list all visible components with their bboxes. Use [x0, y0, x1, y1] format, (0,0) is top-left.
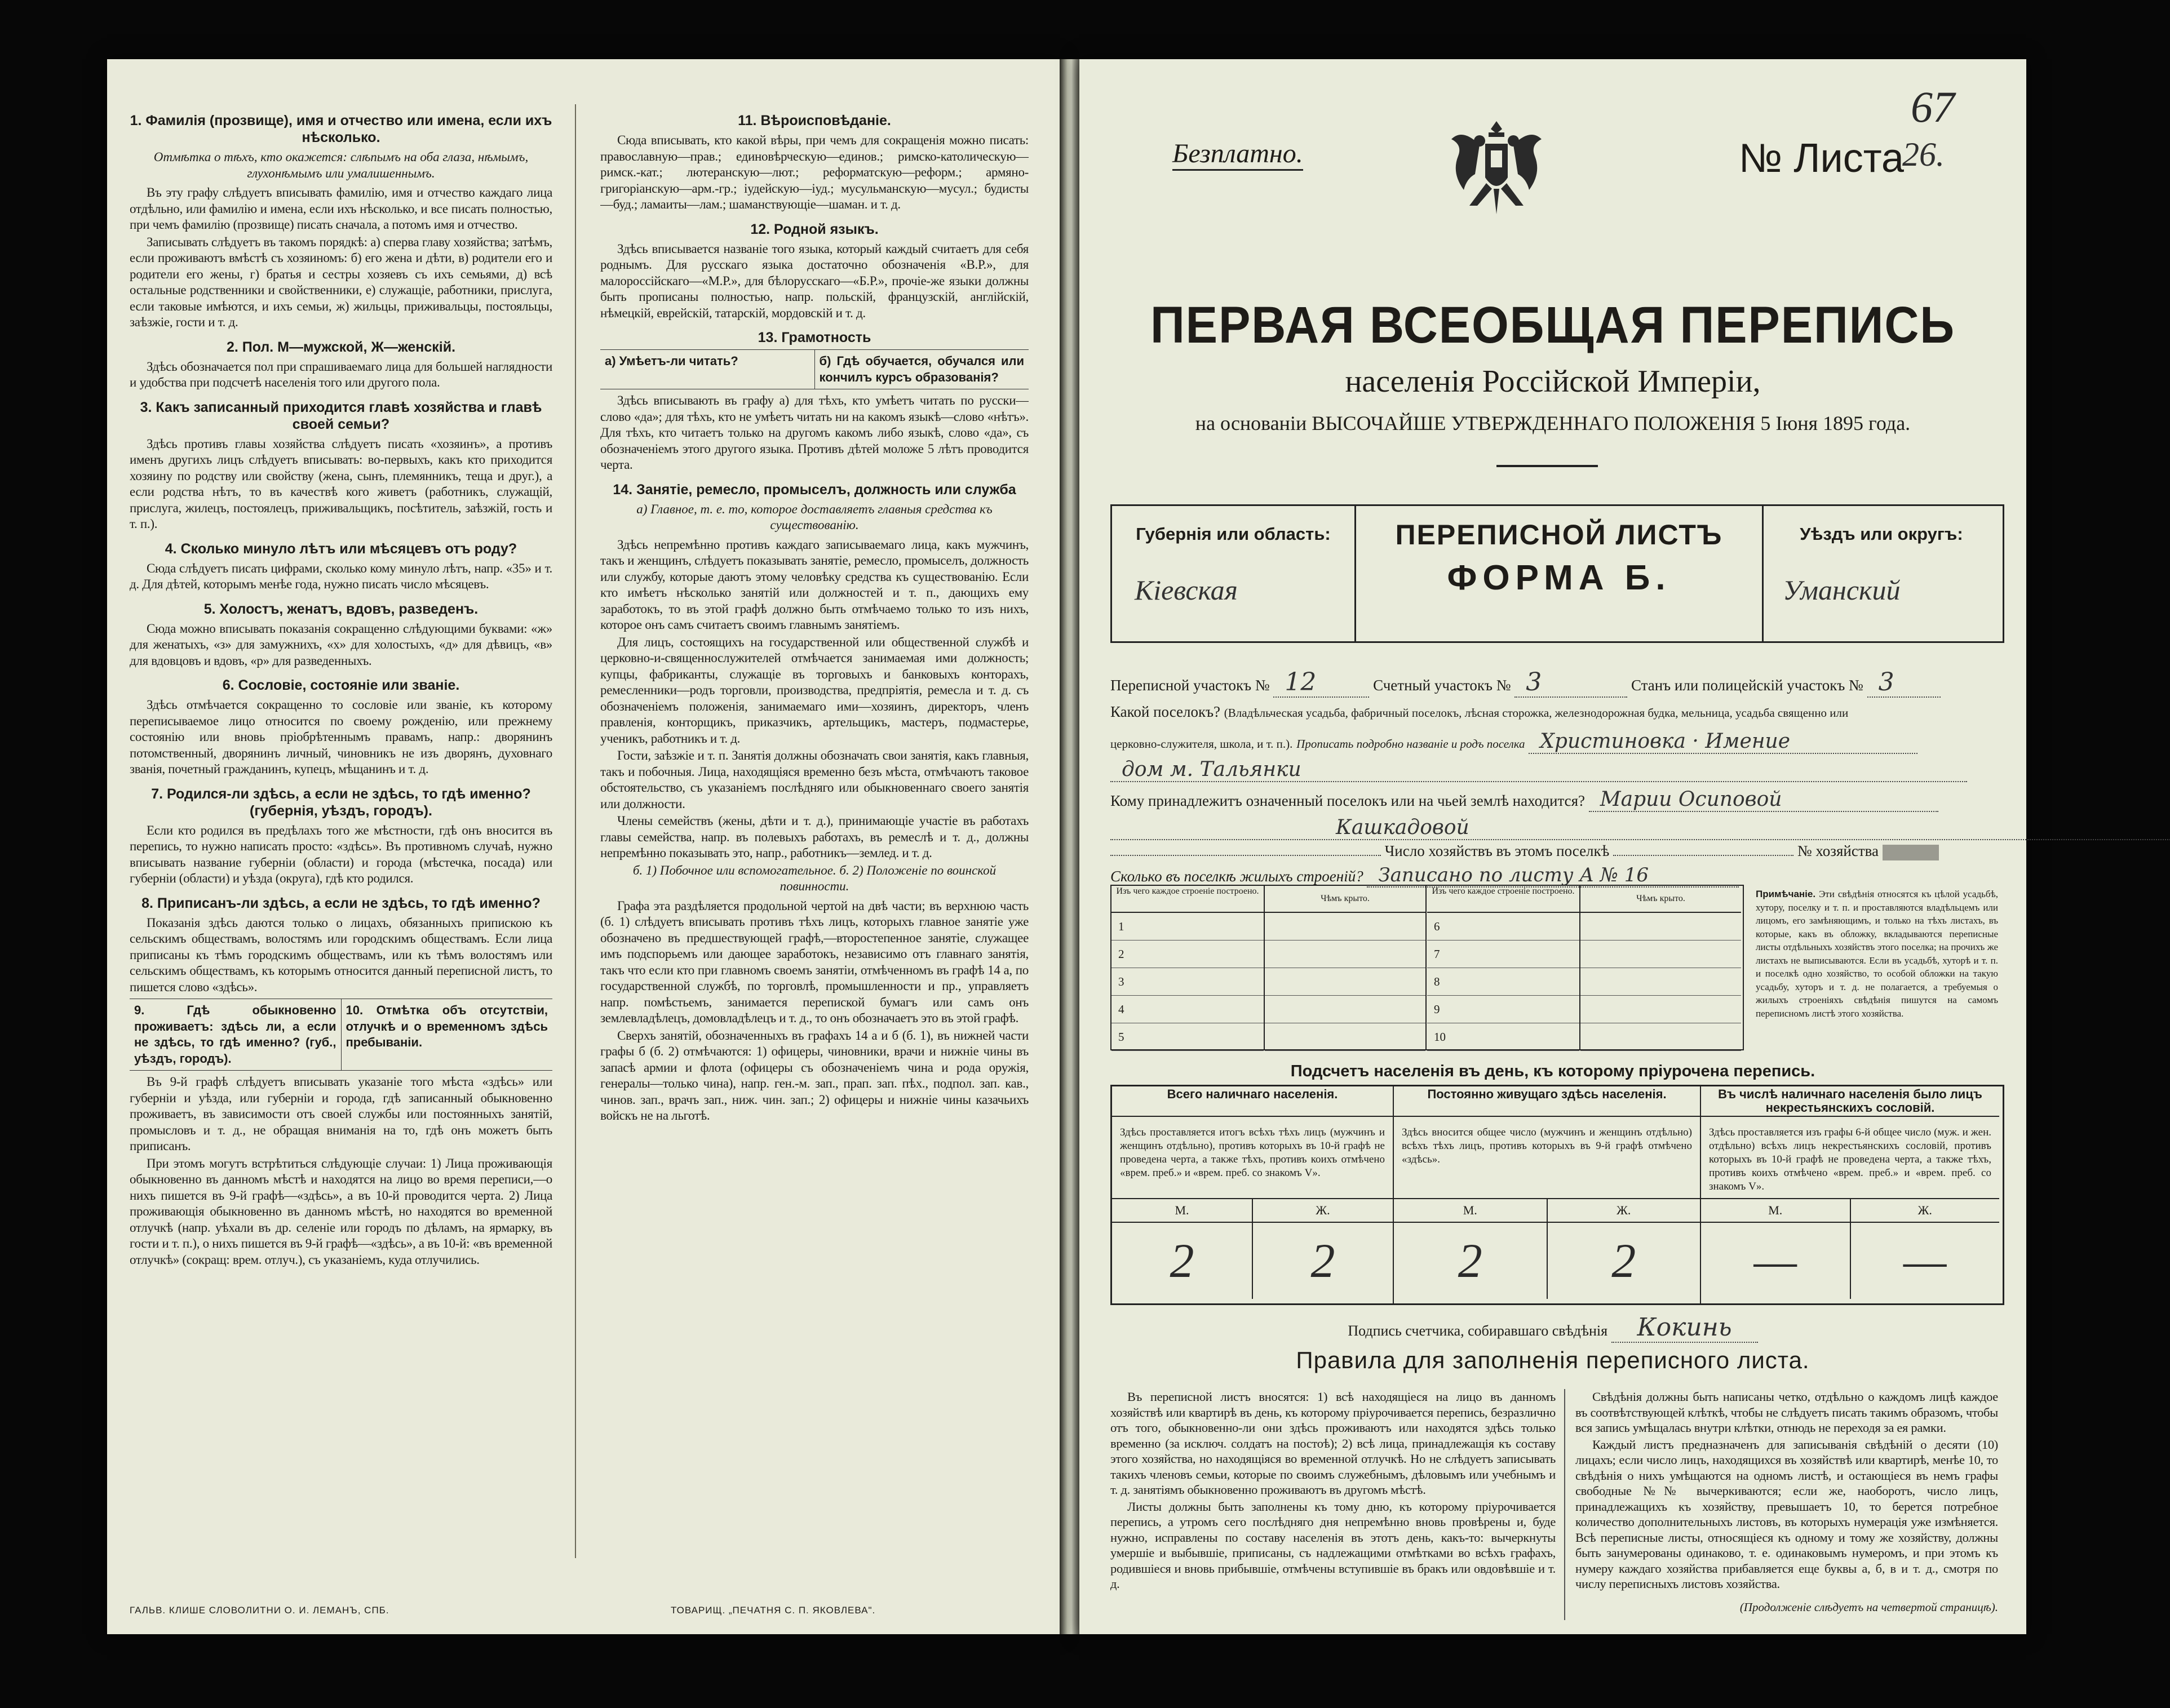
title-divider: [1496, 465, 1598, 467]
rules-paragraph: Свѣдѣнія должны быть написаны четко, отдѣльно о каждомъ лицѣ каждое въ соотвѣтствующей клѣткѣ, чтобы не слѣдуетъ писать такимъ образомъ, чтобы вся запись умѣщалась внутри клѣтки, отнюдь не переходя за ея рамки.: [1575, 1390, 1998, 1435]
buildings-col-material-left: [1111, 886, 1265, 1049]
form-title: ПЕРЕПИСНОЙ ЛИСТЪ: [1395, 519, 1723, 551]
form-header-box: [1110, 504, 2004, 643]
col-b-split-cell: а) Умѣетъ-ли читать?: [605, 354, 738, 368]
male-header: М.: [1175, 1203, 1189, 1217]
count-group: [1112, 1086, 1394, 1303]
col-b-paragraph: Здѣсь вписывають въ графу а) для тѣхъ, кто умѣетъ читать по русски—слово «да»; для тѣхъ, кто не умѣетъ читать ни на какомъ языкѣ—слово «нѣтъ». Для тѣхъ, кто читаетъ только на другомъ какомъ либо языкѣ, слово «да», съ обозначеніемъ этого другого языка. Противъ дѣтей моложе 5 лѣтъ проводится черта.: [600, 393, 1029, 472]
female-count-value: 2: [1252, 1223, 1393, 1299]
sheet-number-value: 26.: [1902, 136, 1945, 173]
col-a-paragraph: Показанія здѣсь даются только о лицахъ, обязанныхъ припискою къ сельскимъ обществамъ, волостямъ или городскимъ обществамъ. Если лица приписаны къ тѣмъ городскимъ обществамъ, или къ тѣмъ волостямъ или сельскимъ обществамъ, къ которымъ относится данный переписной листъ, то пишется слово «здѣсь».: [130, 915, 552, 994]
rules-continued-note: (Продолженіе слѣдуетъ на четвертой страницѣ).: [1739, 1600, 1998, 1614]
col-b-paragraph: Гости, заѣзжіе и т. п. Занятія должны обозначать свои занятія, какъ главныя, такъ и побочныя. Лица, находящіяся временно безъ мѣста, отмѣчаютъ таковое обстоятельство, съ указаніемъ послѣдняго или обыкновеннаго своего занятія или должности.: [600, 748, 1029, 811]
households-dots: [1110, 855, 1381, 856]
rules-paragraph: Листы должны быть заполнены къ тому дню, къ которому пріурочивается перепись, а утромъ сего послѣдняго дня непремѣнно вновь провѣрены и, буде нужно, исправлены по составу населенія въ этотъ день, какъ-то: вычеркнуты умершіе и выбывшіе, приписаны, съ надлежащими отмѣтками во всѣхъ графахъ, родившіеся и вновь прибывшіе, отмѣчены вступившіе въ бракъ или овдовѣвшіе и т. д.: [1110, 1499, 1556, 1591]
census-main-title: ПЕРВАЯ ВСЕОБЩАЯ ПЕРЕПИСЬ: [1150, 296, 1955, 354]
col-a-heading: 3. Какъ записанный приходится главѣ хозяйства и главѣ своей семьи?: [140, 399, 542, 432]
buildings-row-number: 4: [1111, 996, 1264, 1023]
col-a-heading: 2. Пол. М—мужской, Ж—женскій.: [226, 339, 456, 355]
col-b-paragraph: Для лицъ, состоящихъ на государственной или общественной службѣ и церковно-и-священнослужителей отмѣчается занимаемая ими должность; купцы, фабриканты, служащіе въ торговыхъ и банковыхъ конторахъ, ремесленники—родъ торговли, производства, предпріятія, ремесла и т. д. съ обозначеніемъ положенія, занимаемаго ими—хозяинъ, директоръ, членъ правленія, конторщикъ, приказчикъ, артельщикъ, мастеръ, подмастерье, ученикъ, работникъ и т. д.: [600, 635, 1029, 746]
buildings-empty-cell: [1265, 968, 1425, 996]
female-header: Ж.: [1547, 1199, 1700, 1222]
buildings-head-roof-2: Чѣмъ крыто.: [1580, 886, 1741, 913]
col-a-paragraph: Здѣсь отмѣчается сокращенно то сословіе или званіе, къ которому переписываемое лицо относится по своему рожденію, или прежнему состоянію или вновь пріобрѣтеннымъ правамъ, напр.: дворянинъ потомственный, дворянинъ личный, чиновникъ не изъ дворянъ, духовнаго званія, почетный гражданинъ, купецъ, мѣщанинъ и т. д.: [130, 698, 552, 776]
col-a-heading: 4. Сколько минуло лѣтъ или мѣсяцевъ отъ роду?: [165, 540, 517, 557]
count-group-description: Здѣсь проставляется изъ графы 6-й общее число (муж. и жен. отдѣльно) всѣхъ лицъ некрестьянскихъ сословій, противъ которыхъ въ 10-й графѣ не проведена черта, а также тѣхъ, противъ коихъ отмѣчено «врем. преб.» и «врем. преб. со знакомъ V».: [1709, 1126, 1991, 1192]
settlement-instruction: Прописать подробно названіе и родъ поселка: [1296, 737, 1525, 751]
col-b-split-heading: [600, 349, 1029, 389]
col-a-split-cell: 9. Гдѣ обыкновенно проживаетъ: здѣсь ли, а если не здѣсь, то гдѣ именно? (губ., уѣздъ, городъ).: [134, 1003, 336, 1066]
district-value: Уманский: [1783, 574, 1901, 606]
buildings-row-number: 1: [1111, 913, 1264, 940]
male-count-value: 2: [1170, 1234, 1194, 1288]
col-a-paragraph: Если кто родился въ предѣлахъ того же мѣстности, гдѣ онъ вносится въ перепись, то нужно написать просто: «здѣсь». Въ противномъ случаѣ, нужно вписывать название губерніи (области) и города (мѣстечка, посада) или губерніи (области) и уѣзда (округа), гдѣ кто родился.: [130, 823, 552, 885]
count-values: [1701, 1222, 1999, 1299]
settlement-note: (Владѣльческая усадьба, фабричный поселокъ, лѣсная сторожка, железнодорожная будка, мельница, усадьба священно или: [1224, 706, 1849, 720]
female-header: Ж.: [1850, 1199, 2000, 1222]
buildings-col-roof-left: [1265, 886, 1427, 1049]
buildings-empty-cell: [1580, 913, 1741, 940]
settlement-label: Какой поселокъ?: [1110, 703, 1221, 720]
owner-row-2: [1110, 816, 2001, 840]
owner-value: Марии Осиповой: [1589, 788, 1938, 812]
population-count-title: Подсчетъ населенія въ день, къ которому пріурочена перепись.: [1290, 1062, 1815, 1080]
sheet-number-label: № Листа: [1739, 136, 1904, 181]
col-b-paragraph: Сверхъ занятій, обозначенныхъ въ графахъ 14 а и б (б. 1), въ нижней части графы б (б. 2) отмѣчаются: 1) офицеры, чиновники, врачи и нижніе чины въ запасѣ армии и флота (офицеры съ обозначеніемъ чина и рода оружія, генералы—только чина), напр. ген.-м. зап., прап. зап. пѣх., подпол. зап. кав., чинов. зап., врачъ зап., ниж. чин. зап.; 2) офицеры и нижніе чины казачьихъ войскъ не на льготѣ.: [600, 1028, 1029, 1123]
rules-paragraph: Въ переписной листъ вносятся: 1) всѣ находящіеся на лицо въ данномъ хозяйствѣ или квартирѣ въ день, къ которому пріурочивается перепись, безразлично отъ того, обыкновенно-ли они здѣсь проживаютъ или находятся здѣсь только временно (за исключ. солдатъ на постоѣ); 2) всѣ лица, принадлежащія къ составу этого хозяйства, но находящіяся во временной отлучкѣ. Но не слѣдуетъ записывать такихъ членовъ семьи, которые по своимъ служебнымъ, дѣловымъ или учебнымъ и т. д. занятіямъ обыкновенно проживаютъ въ другомъ мѣстѣ.: [1110, 1390, 1556, 1497]
col-a-paragraph: Сюда слѣдуетъ писать цифрами, сколько кому минуло лѣтъ, напр. «35» и т. д. Для дѣтей, которымъ менѣе года, нужно писать число мѣсяцевъ.: [130, 561, 552, 591]
column-divider: [575, 104, 576, 1558]
col-b-heading: 12. Родной языкъ.: [750, 221, 879, 237]
district-cell: [1760, 506, 2003, 641]
col-a-heading: 8. Приписанъ-ли здѣсь, а если не здѣсь, то гдѣ именно?: [141, 895, 541, 911]
col-a-paragraph: Здѣсь обозначается пол при спрашиваемаго лица для большей наглядности и удобства при подсчетѣ населенія того или другого пола.: [130, 359, 552, 389]
col-b-subheading: б. 1) Побочное или вспомогательное. б. 2) Положеніе по воинской повинности.: [632, 863, 997, 893]
count-group: [1394, 1086, 1701, 1303]
count-group-title: Въ числѣ наличнаго населенія было лицъ некрестьянскихъ сословій.: [1701, 1086, 1999, 1117]
province-value: Кiевская: [1135, 574, 1238, 606]
census-subtitle: населенія Россійской Имперіи,: [1345, 364, 1761, 399]
count-sex-headers: [1394, 1198, 1700, 1222]
buildings-empty-cell: [1580, 940, 1741, 968]
rules-column-a: [1110, 1389, 1556, 1620]
buildings-head-material: Изъ чего каждое строеніе построено.: [1111, 886, 1264, 913]
col-a-heading: 5. Холостъ, женатъ, вдовъ, разведенъ.: [203, 601, 479, 617]
col-a-paragraph: Записывать слѣдуетъ въ такомъ порядкѣ: а) сперва главу хозяйства; затѣмъ, если проживаютъ вмѣстѣ съ хозяиномъ: б) его жена и дѣти, в) родители его и родители его жены, г) братья и сестры хозяевъ съ ихъ семьями, д) всѣ остальные родственники и свойственники, е) служащіе, работники, прислуга, если таковые имѣются, и ихъ семьи, ж) жильцы, приживальцы, постояльцы, заѣзжіе, гости и т. д.: [130, 234, 552, 329]
buildings-empty-cell: [1265, 1023, 1425, 1051]
col-a-paragraph: Здѣсь противъ главы хозяйства слѣдуетъ писать «хозяинъ», а противъ именъ другихъ лицъ слѣдуетъ вписывать: во-первыхъ, какъ кто приходится хозяину по родству или свойству (жена, сынъ, племянникъ, теща и друг.), а если родства нѣтъ, то въ качествѣ кого живетъ (работникъ, служащій, прислуга, жилецъ, постоялецъ, приживальщикъ, посѣтитель, заѣзжій, гость и т. п.).: [130, 436, 552, 531]
col-a-split-heading: [130, 999, 552, 1071]
settlement-row-2: [1110, 730, 2001, 754]
households-value: [1613, 855, 1793, 856]
buildings-row-number: 3: [1111, 968, 1264, 996]
settlement-row: [1110, 703, 2001, 721]
buildings-empty-cell: [1265, 913, 1425, 940]
buildings-empty-cell: [1580, 1023, 1741, 1051]
female-header: Ж.: [1252, 1199, 1393, 1222]
enumerator-signature-row: [1079, 1313, 2026, 1343]
household-number-value-obscured: [1883, 845, 1939, 860]
buildings-row-number: 2: [1111, 940, 1264, 968]
signature-value: Кокинь: [1611, 1313, 1758, 1343]
signature-label: Подпись счетчика, собиравшаго свѣдѣнія: [1348, 1323, 1608, 1339]
areas-row: [1110, 668, 2001, 698]
col-b-paragraph: Здѣсь непремѣнно противъ каждаго записываемаго лица, какъ мужчинъ, такъ и женщинъ, слѣдуетъ показывать занятіе, ремесло, промыселъ, должность или службу, которые даютъ этому человѣку средства къ существованію. Если кто имѣетъ нѣсколько занятій или должностей и т. п., дающихъ ему заработокъ, то въ этой графѣ должно быть отмѣчаемо только то изъ нихъ, которое онъ самъ считаетъ своимъ главнымъ занятіемъ.: [600, 537, 1029, 632]
rules-title: Правила для заполненія переписного листа.: [1296, 1347, 1810, 1373]
col-a-heading: 7. Родился-ли здѣсь, а если не здѣсь, то гдѣ именно? (губернія, уѣздъ, городъ).: [151, 786, 531, 819]
left-page-instructions: [107, 59, 1060, 1634]
households-row: [1110, 842, 2001, 860]
archive-page-number: 67: [1911, 82, 1955, 131]
buildings-empty-cell: [1580, 968, 1741, 996]
buildings-note-title: Примѣчаніе.: [1756, 889, 1816, 899]
printer-credit-left: ГАЛЬВ. КЛИШЕ СЛОВОЛИТНИ О. И. ЛЕМАНЪ, СПБ.: [130, 1605, 389, 1616]
buildings-label: Сколько въ поселкѣ жилыхъ строеній?: [1110, 868, 1363, 885]
settlement-value: Христиновка · Имение: [1529, 730, 1917, 754]
buildings-empty-cell: [1580, 996, 1741, 1023]
col-b-heading: 13. Грамотность: [758, 330, 871, 345]
buildings-head-roof: Чѣмъ крыто.: [1265, 886, 1425, 913]
buildings-head-material-2: Изъ чего каждое строеніе построено.: [1427, 886, 1579, 913]
buildings-empty-cell: [1265, 996, 1425, 1023]
buildings-row-number: 8: [1427, 968, 1579, 996]
buildings-row-number: 10: [1427, 1023, 1579, 1051]
col-a-paragraph: Сюда можно вписывать показанія сокращенно слѣдующими буквами: «ж» для женатыхъ, «з» для замужнихъ, «х» для холостыхъ, «д» для дѣвицъ, «в» для вдовцовъ и вдовъ, «р» для разведенныхъ.: [130, 621, 552, 668]
free-of-charge-label: Безплатно.: [1172, 138, 1303, 171]
buildings-note-text: Эти свѣдѣнія относятся къ цѣлой усадьбѣ, хутору, поселку и т. п. и проставляются владѣльцемъ или лицомъ, его замѣняющимъ, и только на тѣхъ листахъ, въ которые, какъ въ обложку, вкладываются переписные листы отдѣльныхъ хозяйствъ этого поселка; на прочихъ же листахъ не выписываются. Если въ усадьбѣ, хуторѣ и т. п. и поселкѣ одно хозяйство, то особой обложки на такую усадьбу, хуторъ и т. д. не полагается, а требуемыя о жилыхъ строеніяхъ свѣдѣнія пишутся на самомъ переписномъ листѣ этого хозяйства.: [1756, 889, 1998, 1019]
count-group-title: Всего наличнаго населенія.: [1112, 1086, 1393, 1117]
right-page-census-form: [1079, 59, 2026, 1634]
double-headed-eagle-emblem: [1446, 110, 1547, 223]
buildings-row-number: 9: [1427, 996, 1579, 1023]
buildings-row-number: 6: [1427, 913, 1579, 940]
settlement-row-3: [1110, 758, 2001, 782]
instructions-column-a: [130, 104, 552, 1558]
count-values: [1112, 1222, 1393, 1299]
count-group-description: Здѣсь вносится общее число (мужчинъ и женщинъ отдѣльно) всѣхъ тѣхъ лицъ, противъ которыхъ въ 9-й графѣ отмѣчено «здѣсь».: [1402, 1126, 1692, 1165]
count-area-label: Счетный участокъ №: [1373, 677, 1511, 694]
owner-row: [1110, 788, 2001, 812]
col-a-heading: 1. Фамилія (прозвище), имя и отчество или имена, если ихъ нѣсколько.: [130, 113, 552, 145]
buildings-table: [1110, 885, 1744, 1050]
household-number-label: № хозяйства: [1797, 842, 1879, 859]
count-sex-headers: [1112, 1198, 1393, 1222]
col-a-split-cell: 10. Отмѣтка объ отсутствіи, отлучкѣ и о временномъ здѣсь пребываніи.: [341, 999, 553, 1070]
col-a-heading: 6. Сословіе, состояніе или званіе.: [222, 677, 460, 693]
col-b-heading: 11. Вѣроисповѣданіе.: [738, 113, 891, 128]
buildings-value: Записано по листу А № 16: [1367, 864, 1739, 888]
instructions-column-b: [600, 104, 1029, 1558]
col-a-subheading: Отмѣтка о тѣхъ, кто окажется: слѣпымъ на оба глаза, нѣмымъ, глухонѣмымъ или умалишеннымъ.: [153, 150, 529, 180]
form-title-cell: [1354, 506, 1764, 641]
buildings-row: [1110, 864, 2001, 888]
count-area-value: 3: [1514, 668, 1627, 698]
buildings-row-number: 7: [1427, 940, 1579, 968]
police-area-label: Станъ или полицейскій участокъ №: [1631, 677, 1863, 694]
police-area-value: 3: [1867, 668, 1941, 698]
count-group-description: Здѣсь проставляется итогъ всѣхъ тѣхъ лицъ (мужчинъ и женщинъ отдѣльно), противъ которыхъ въ 10-й графѣ не проведена черта, а также тѣхъ, противъ коихъ отмѣчено «врем. преб.» и «врем. преб. со знакомъ V».: [1120, 1126, 1385, 1179]
owner-value-2: Кашкадовой: [1110, 816, 2170, 840]
col-b-subheading: а) Главное, т. е. то, которое доставляетъ главныя средства къ существованію.: [636, 502, 993, 532]
male-count-value: —: [1753, 1234, 1797, 1288]
buildings-row-number: 5: [1111, 1023, 1264, 1051]
settlement-value-2: дом м. Тальянки: [1110, 758, 1967, 782]
col-b-heading: 14. Занятіе, ремесло, промыселъ, должность или служба: [613, 481, 1016, 498]
households-label: Число хозяйствъ въ этомъ поселкѣ: [1384, 842, 1610, 859]
settlement-note-2: церковно-служителя, школа, и т. п.).: [1110, 737, 1293, 751]
printer-credit-right: ТОВАРИЩ. „ПЕЧАТНЯ С. П. ЯКОВЛЕВА".: [671, 1605, 876, 1616]
population-count-table: [1110, 1085, 2004, 1305]
col-b-paragraph: Графа эта раздѣляется продольной чертой на двѣ части; въ верхнюю часть (б. 1) слѣдуетъ вписывать противъ тѣхъ лицъ, которыхъ главное занятіе уже обозначено въ предшествующей графѣ,—второстепенное занятіе, служащее имъ подспорьемъ или дающее заработокъ, независимо отъ главнаго занятія, такъ что если кто при главномъ своемъ занятіи, отмѣченномъ въ графѣ 14 а, по государственной службѣ, по торговлѣ, промышленности и пр., управляетъ напр. помѣстьемъ, занимается перепиской бумагъ или самъ онъ землевладѣлецъ, домовладѣлецъ и т. д., то онъ обозначаетъ это въ этой графѣ.: [600, 898, 1029, 1025]
form-type: ФОРМА Б.: [1447, 558, 1671, 597]
province-cell: [1112, 506, 1354, 641]
col-b-paragraph: Здѣсь вписывается названіе того языка, который каждый считаетъ для себя роднымъ. Для русскаго языка достаточно обозначенія «В.Р.», для малороссійскаго—«М.Р.», для бѣлорусскаго—«Б.Р.», прочіе-же языки должны быть прописаны полностью, напр. польскій, французскій, англійскій, нѣмецкій, еврейскій, татарскій, мордовскій и т. д.: [600, 241, 1029, 320]
female-count-value: 2: [1547, 1223, 1700, 1299]
count-group-title: Постоянно живущаго здѣсь населенія.: [1394, 1086, 1700, 1117]
col-a-paragraph: Въ эту графу слѣдуетъ вписывать фамилію, имя и отчество каждаго лица отдѣльно, или фамилію и имена, если ихъ нѣсколько, и все писать полностью, при чемъ фамилію (прозвище) писать сначала, а потомъ имя и отчество.: [130, 185, 552, 232]
rules-paragraph: Каждый листъ предназначенъ для записыванія свѣдѣній о десяти (10) лицахъ; если число лицъ, находящихся въ хозяйствѣ или квартирѣ, менѣе 10, то свѣдѣнія о нихъ умѣщаются на одномъ листѣ, и остающіеся въ немъ графы свободные №№ вычеркиваются; если же, наоборотъ, число лицъ, принадлежащихъ къ хозяйству, превышаетъ 10, то берется потребное количество дополнительныхъ листовъ, въ которыхъ нумерація уже измѣняется. Всѣ переписные листы, относящіеся къ одному и тому же хозяйству, должны быть занумерованы одинаково, т. е. одинаковымъ нумеромъ, и при этомъ къ нумеру каждаго хозяйства прибавляется еще буквы а, б, в и т. д., смотря по числу переписныхъ листовъ хозяйства.: [1575, 1437, 1998, 1591]
district-label: Уѣздъ или округъ:: [1800, 524, 1963, 544]
buildings-col-material-right: [1427, 886, 1580, 1049]
census-area-value: 12: [1273, 668, 1369, 698]
rules-column-b: [1575, 1389, 1998, 1620]
male-header: М.: [1768, 1203, 1783, 1217]
male-header: М.: [1463, 1203, 1477, 1217]
province-label: Губернія или область:: [1136, 524, 1331, 544]
census-area-label: Переписной участокъ №: [1110, 677, 1270, 694]
legal-basis-line: на основаніи ВЫСОЧАЙШЕ УТВЕРЖДЕННАГО ПОЛОЖЕНІЯ 5 Іюня 1895 года.: [1195, 412, 1911, 434]
count-sex-headers: [1701, 1198, 1999, 1222]
female-count-value: —: [1850, 1223, 2000, 1299]
count-values: [1394, 1222, 1700, 1299]
page-fold: [1060, 59, 1079, 1634]
buildings-empty-cell: [1265, 940, 1425, 968]
rules-divider: [1564, 1389, 1565, 1620]
col-a-paragraph: Въ 9-й графѣ слѣдуетъ вписывать указаніе того мѣста «здѣсь» или губерніи и уѣзда, или губерніи и города, гдѣ записанный обыкновенно проживаетъ, въ зависимости отъ своей службы или постоянныхъ занятій, промысловъ и т. д., не обращая вниманія на то, гдѣ онъ можетъ быть приписанъ.: [130, 1075, 552, 1153]
col-b-paragraph: Члены семействъ (жены, дѣти и т. д.), принимающіе участіе въ работахъ главы семейства, напр. въ полевыхъ работахъ, въ ремеслѣ и т. д., должны непремѣнно показывать это, напр., работникъ—землед. и т. д.: [600, 814, 1029, 860]
male-count-value: 2: [1458, 1234, 1482, 1288]
col-b-split-cell: б) Гдѣ обучается, обучался или кончилъ курсъ образованія?: [814, 350, 1029, 389]
col-b-paragraph: Сюда вписывать, кто какой вѣры, при чемъ для сокращенія можно писать: православную—прав.; единовѣрческую—единов.; римско-католическую—римск.-кат.; лютеранскую—лют.; реформатскую—реформ.; армяно-григоріанскую—арм.-гр.; іудейскую—іуд.; мусульманскую—мусул.; будисты—буд.; ламаиты—лам.; шаманствующіе—шаман. и т. д.: [600, 133, 1029, 211]
count-group: [1701, 1086, 1999, 1303]
buildings-note: [1756, 888, 1998, 1020]
owner-label: Кому принадлежитъ означенный поселокъ или на чьей землѣ находится?: [1110, 792, 1585, 809]
col-a-paragraph: При этомъ могутъ встрѣтиться слѣдующіе случаи: 1) Лица проживающія обыкновенно въ данномъ мѣстѣ и находятся на лицо во время переписи,—о нихъ пишется въ 9-й графѣ—«здѣсь», а въ 10-й проводится черта. 2) Лица проживающія обыкновенно въ данномъ мѣстѣ, но находятся во временной отлучкѣ (напр. уѣхали въ др. селеніе или городъ по дѣламъ, на ярмарку, въ гости и т. п.), о нихъ пишется въ 9-й графѣ—«здѣсь», а въ 10-й: «въ временной отлучкѣ» (сокращ: врем. отлуч.), съ указаніемъ, куда отлучились.: [130, 1156, 552, 1267]
buildings-col-roof-right: [1580, 886, 1741, 1049]
